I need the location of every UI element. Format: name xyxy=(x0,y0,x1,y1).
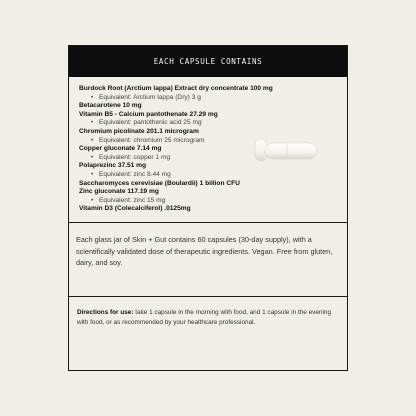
ingredient-name: Chromium picolinate 201.1 microgram xyxy=(79,127,199,135)
ingredient-name: Betacarotene 10 mg xyxy=(79,102,142,110)
directions-section xyxy=(69,297,347,328)
ingredient-name: Burdock Root (Arctium lappa) Extract dry concentrate 100 mg xyxy=(79,85,273,92)
ingredient-equivalent: • Equivalent: Arctium lappa (Dry) 3 g xyxy=(91,93,201,101)
panel-header xyxy=(69,46,347,77)
supplement-facts-panel xyxy=(68,45,348,371)
ingredient-name: Saccharomyces cerevisiae (Boulardii) 1 billion CFU xyxy=(79,179,240,187)
ingredient-equivalent: • Equivalent: chromium 25 microgram xyxy=(91,136,205,144)
ingredient-equivalent: • Equivalent: copper 1 mg xyxy=(91,153,171,161)
directions-text: take 1 capsule in the morning with food, and 1 capsule in the evening with food, or as recommended by your healthcare professional. xyxy=(77,309,331,326)
product-summary xyxy=(69,223,347,296)
capsule-lying xyxy=(265,143,317,159)
panel-title: EACH CAPSULE CONTAINS xyxy=(153,57,263,66)
ingredient-list xyxy=(69,77,347,222)
summary-text: Each glass jar of Skin + Gut contains 60 capsules (30-day supply), with a scientifically validated dose of therapeutic ingredients. Vegan. Free from gluten, dairy, and soy. xyxy=(76,235,333,268)
ingredient-equivalent: • Equivalent: zinc 15 mg xyxy=(91,196,166,204)
capsule-illustration xyxy=(253,135,323,165)
ingredient-name: Zinc gluconate 117.19 mg xyxy=(79,188,159,196)
ingredient-name: Vitamin B5 - Calcium pantothenate 27.29 mg xyxy=(79,110,218,118)
ingredient-equivalent: • Equivalent: zinc 8.44 mg xyxy=(91,170,171,178)
ingredient-name: Polaprezinc 37.51 mg xyxy=(79,162,147,170)
ingredient-name: Copper gluconate 7.14 mg xyxy=(79,145,162,153)
directions-label: Directions for use: xyxy=(77,309,134,316)
ingredient-equivalent: • Equivalent: pantothenic acid 25 mg xyxy=(91,119,202,127)
ingredient-name: Vitamin D3 (Colecalciferol) .0125mg xyxy=(79,205,191,213)
